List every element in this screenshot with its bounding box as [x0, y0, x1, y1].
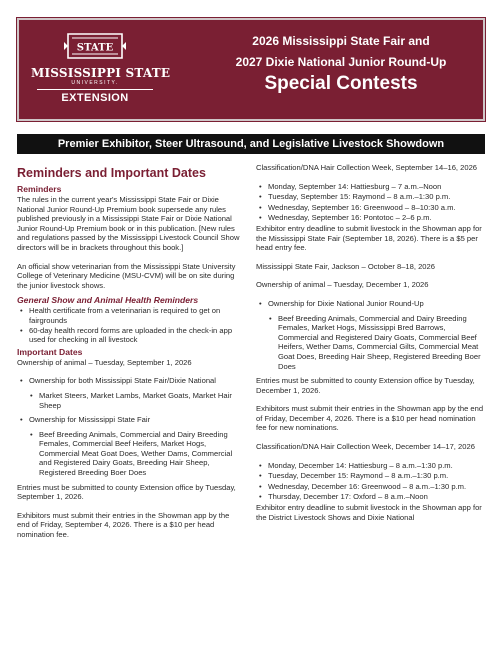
- dna-week-1-heading: Classification/DNA Hair Collection Week, September 14–16, 2026: [256, 163, 478, 172]
- reminders-dates-heading: Reminders and Important Dates: [17, 166, 206, 180]
- list-item: • 60-day health record forms are uploaded in the check-in app used for checking in all livestock: [17, 326, 242, 345]
- ownership-date-line-2: Ownership of animal – Tuesday, December 1, 2026: [256, 280, 429, 290]
- ownership-both-list: [17, 376, 242, 386]
- left-column: [17, 166, 242, 540]
- ownership-dixie-sublist: [256, 314, 486, 372]
- entries-submit-text-2: Entries must be submitted to county Extension office by Tuesday, December 1, 2026.: [256, 376, 475, 395]
- header-titles: [219, 32, 463, 95]
- logo-extension: EXTENSION: [61, 92, 129, 104]
- list-item: • Ownership for Mississippi State Fair: [17, 415, 242, 425]
- ownership-both-sublist: [17, 391, 242, 410]
- list-item: • Beef Breeding Animals, Commercial and Dairy Breeding Females, Market Hogs, Mississippi Bred Barrows, Commercial and Registered Dairy Goats, Commercial Beef Heifers, Wether Dams, Commercial Gilts, Commercial Meat Goat Does, Breeding Hair Sheep, Registered Breeding Boer Does: [256, 314, 486, 372]
- list-item: • Monday, December 14: Hattiesburg – 8 a.m.–1:30 p.m.: [256, 461, 486, 471]
- list-item: • Tuesday, September 15: Raymond – 8 a.m.–1:30 p.m.: [256, 192, 486, 202]
- exhibitors-submit-text-2: Exhibitors must submit their entries in the Showman app by the end of Friday, December 4, 2026. There is a $10 per head nomination fee for new nominations.: [256, 404, 484, 433]
- logo-badge-text: STATE: [76, 42, 114, 54]
- list-item: • Beef Breeding Animals, Commercial and Dairy Breeding Females, Commercial Beef Heifers, Market Hogs, Commercial Meat Goat Does, Wether Dams, Commercial and Registered Dairy Goats, Breeding Hair Sheep, Registered Breeding Boer Does: [17, 430, 242, 478]
- list-item: • Wednesday, September 16: Greenwood – 8–10:30 a.m.: [256, 203, 486, 213]
- dna-week-2-heading: Classification/DNA Hair Collection Week, December 14–17, 2026: [256, 442, 475, 452]
- list-item: • Ownership for Dixie National Junior Round-Up: [256, 299, 486, 309]
- reminders-paragraph-2: An official show veterinarian from the Mississippi State University College of Veterinary Medicine (MSU-CVM) will be on site during the junior livestock shows.: [17, 261, 236, 290]
- dna-week-1-list: [256, 182, 486, 223]
- msu-extension-logo: [31, 30, 171, 110]
- ownership-dixie-list: [256, 299, 486, 309]
- entry-deadline-1: Exhibitor entry deadline to submit livestock in the Showman app for the Mississippi State Fair (September 18, 2026). There is a $5 per head entry fee.: [256, 223, 482, 253]
- title-line-2: 2027 Dixie National Junior Round-Up: [235, 55, 447, 69]
- ownership-fair-sublist: [17, 430, 242, 478]
- logo-divider: [37, 89, 153, 90]
- msu-shield-logo-icon: [64, 30, 126, 64]
- list-item: • Health certificate from a veterinarian is required to get on fairgrounds: [17, 306, 242, 325]
- list-item: • Market Steers, Market Lambs, Market Goats, Market Hair Sheep: [17, 391, 242, 410]
- health-reminders-heading: General Show and Animal Health Reminders: [17, 295, 199, 306]
- logo-university-sub: UNIVERSITY.: [71, 80, 119, 86]
- reminders-heading: Reminders: [17, 184, 62, 194]
- dna-week-2-list: [256, 461, 486, 502]
- ownership-date-line: Ownership of animal – Tuesday, September 1, 2026: [17, 357, 192, 367]
- list-item: • Wednesday, December 16: Greenwood – 8 a.m.–1:30 p.m.: [256, 482, 486, 492]
- page-title: Special Contests: [264, 73, 418, 94]
- important-dates-heading: Important Dates: [17, 346, 83, 357]
- logo-university-name: MISSISSIPPI STATE: [31, 66, 171, 80]
- reminders-paragraph-1: The rules in the current year's Mississippi State Fair or Dixie National Junior Round-Up Premium book supersede any rules published previously in a Mississippi State Fair or Dixie National Junior Round-Up Premium book or in this publication. [New rules and regulations passed by the Mississippi Livestock Council Show directors will be in brackets throughout this book.]: [17, 195, 240, 252]
- title-line-1: 2026 Mississippi State Fair and: [252, 34, 430, 48]
- list-item: • Thursday, December 17: Oxford – 8 a.m.–Noon: [256, 492, 486, 502]
- exhibitors-submit-text: Exhibitors must submit their entries in the Showman app by the end of Friday, September 4, 2026. There is a $10 per head nomination fee.: [17, 510, 230, 540]
- entry-deadline-2: Exhibitor entry deadline to submit livestock in the Showman app for the District Livestock Shows and Dixie National: [256, 503, 482, 522]
- ownership-fair-list: [17, 415, 242, 425]
- state-fair-dates: Mississippi State Fair, Jackson – October 8–18, 2026: [256, 261, 435, 271]
- right-column: [256, 163, 486, 522]
- list-item: • Wednesday, September 16: Pontotoc – 2–6 p.m.: [256, 213, 486, 223]
- section-banner: Premier Exhibitor, Steer Ultrasound, and Legislative Livestock Showdown: [17, 134, 485, 154]
- list-item: • Ownership for both Mississippi State Fair/Dixie National: [17, 376, 242, 386]
- health-reminders-list: [17, 306, 242, 344]
- list-item: • Monday, September 14: Hattiesburg – 7 a.m.–Noon: [256, 182, 486, 192]
- list-item: • Tuesday, December 15: Raymond – 8 a.m.–1:30 p.m.: [256, 471, 486, 481]
- header-band: [17, 18, 485, 121]
- entries-submit-text: Entries must be submitted to county Extension office by Tuesday, September 1, 2026.: [17, 482, 236, 502]
